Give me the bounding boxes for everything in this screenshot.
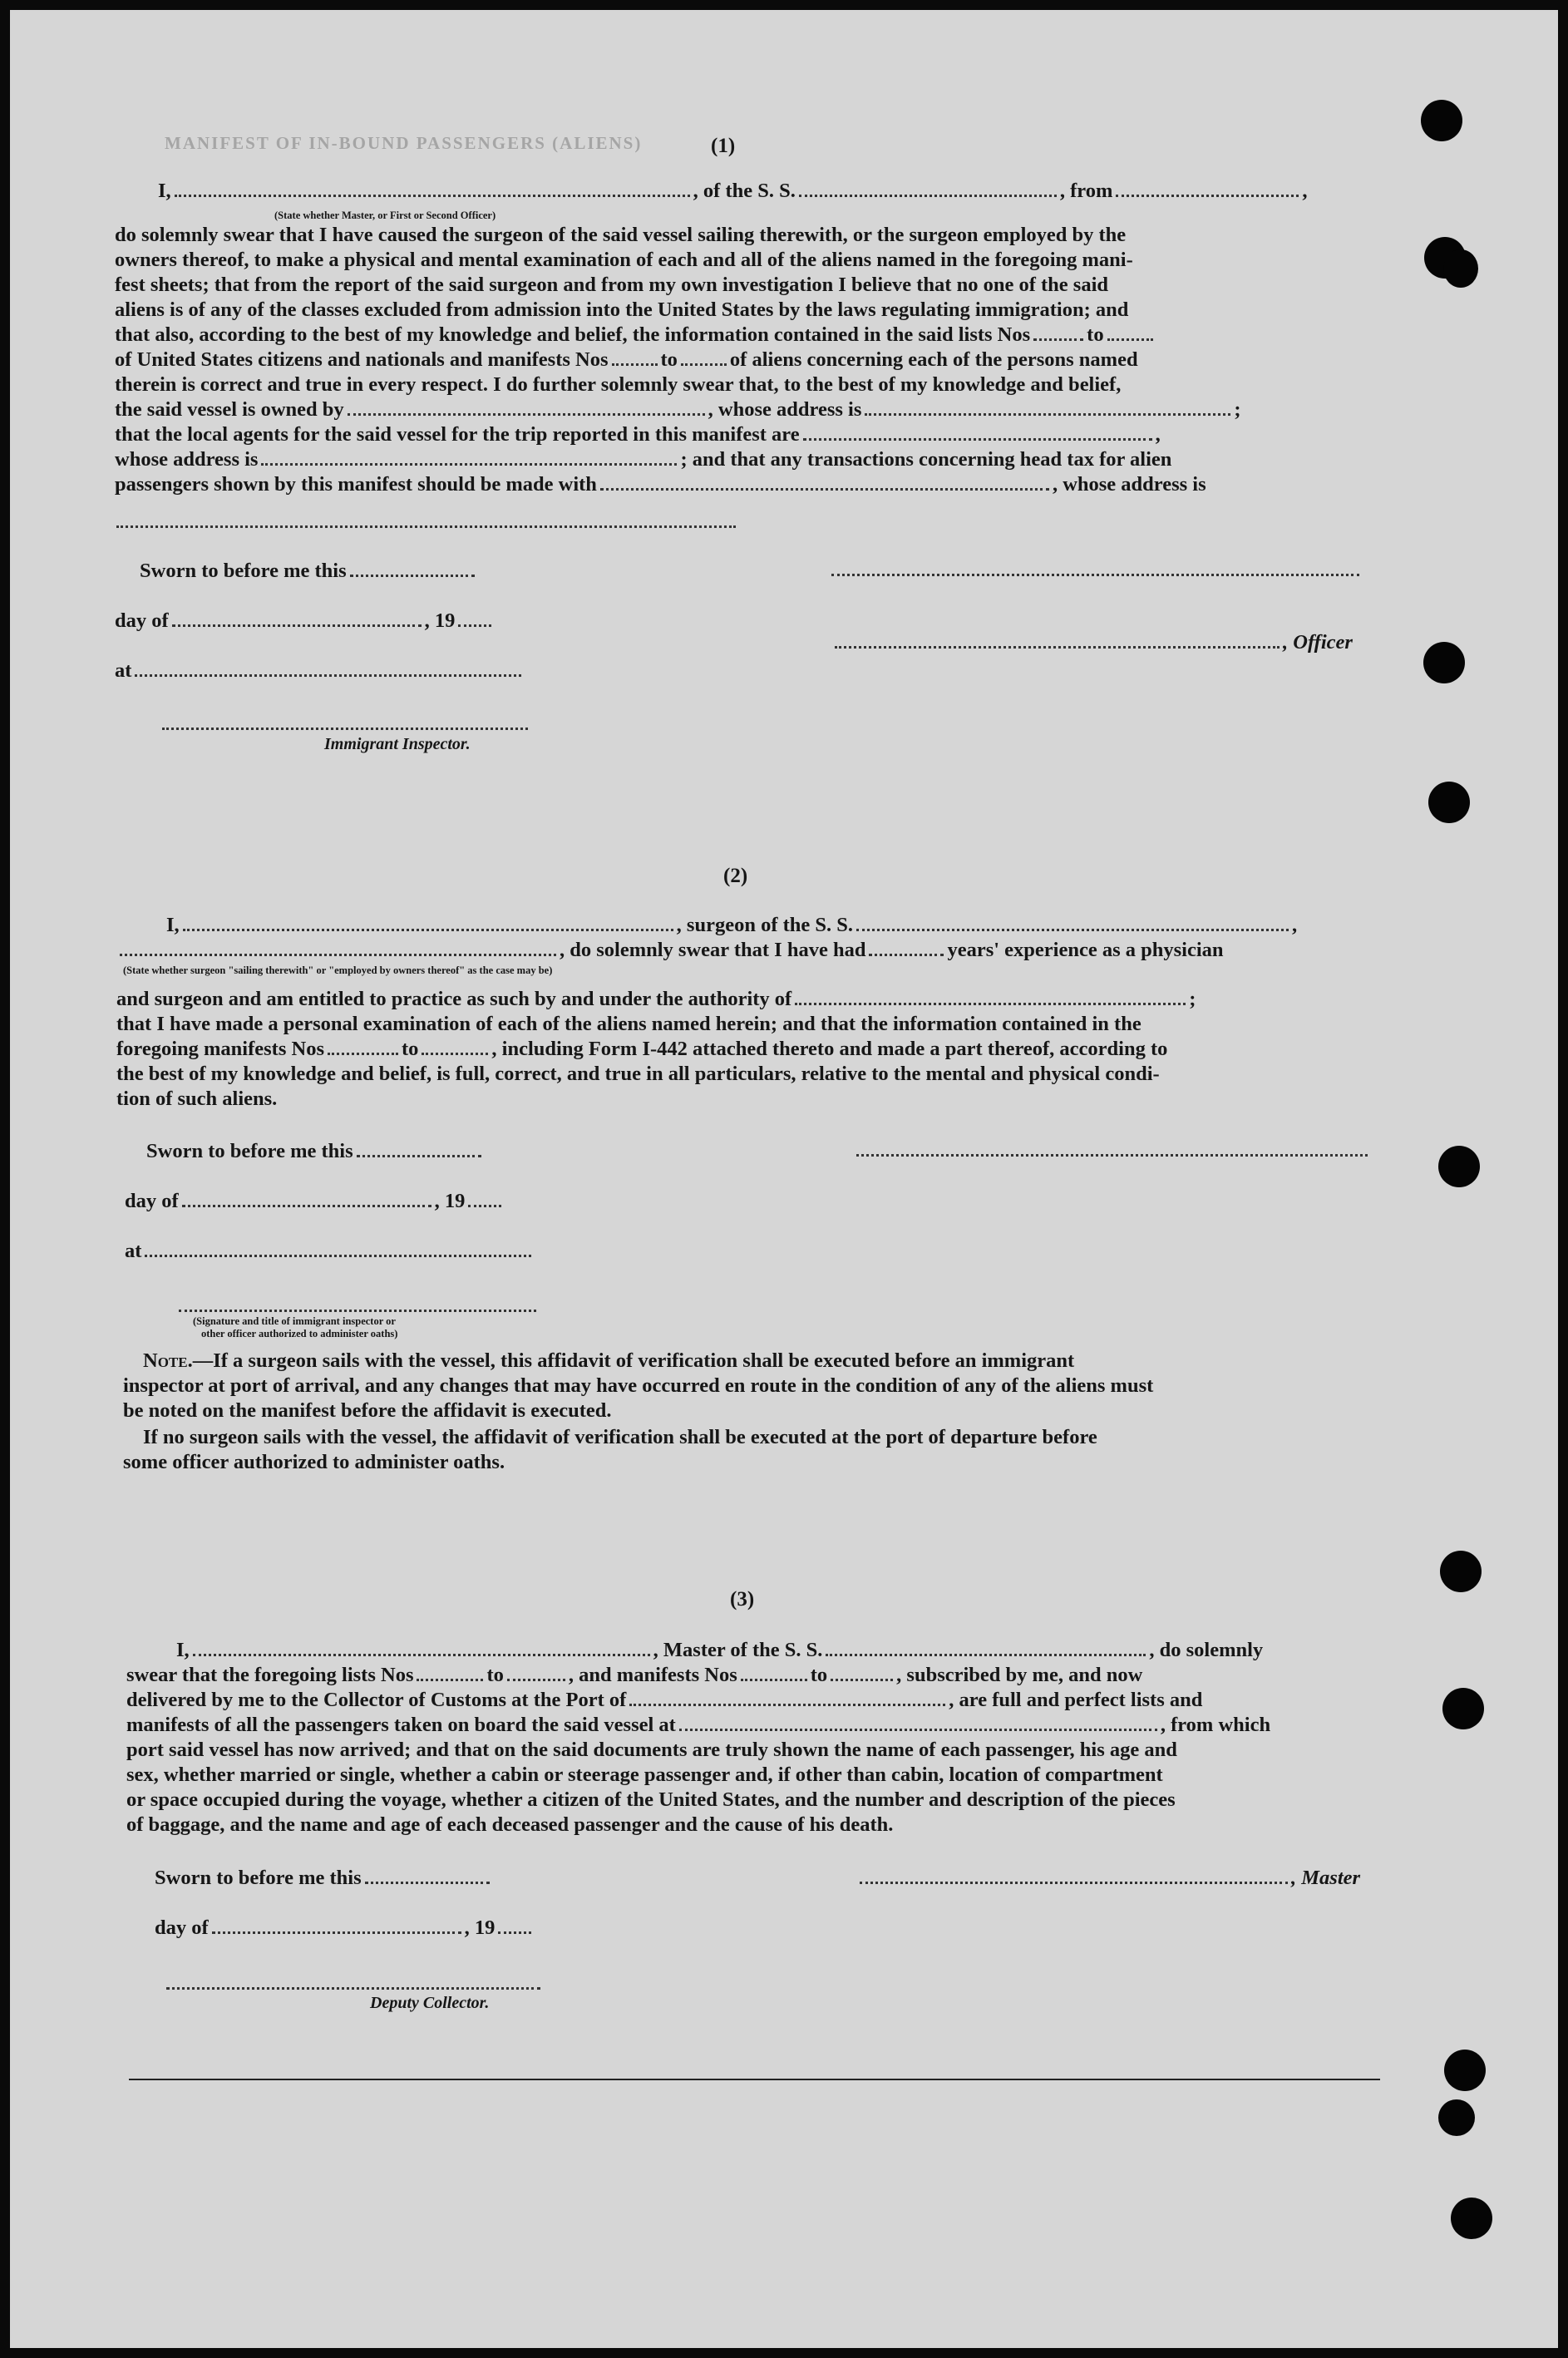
s3-day-of: day of , 19 xyxy=(155,1916,535,1941)
s3-line-1: I, , Master of the S. S. , do solemnly xyxy=(176,1639,1264,1661)
punch-hole xyxy=(1444,2050,1486,2091)
s1-at: at xyxy=(115,659,525,683)
s1-line-2: do solemnly swear that I have caused the surgeon of the said vessel sailing therewith, or the surgeon employed by the xyxy=(115,224,1127,246)
s1-line-4: fest sheets; that from the report of the said surgeon and from my own investigation I believe that no one of the said xyxy=(115,274,1108,296)
s1-line-11: whose address is ; and that any transactions concerning head tax for alien xyxy=(115,448,1172,471)
s2-day-of: day of , 19 xyxy=(125,1189,505,1214)
s2-line-7: tion of such aliens. xyxy=(116,1088,278,1110)
s1-officer-sign-line-top[interactable] xyxy=(831,574,1359,576)
s1-line-3: owners thereof, to make a physical and mental examination of each and all of the aliens named in the foregoing mani- xyxy=(115,249,1133,271)
s2-sign-line-right[interactable] xyxy=(856,1154,1368,1157)
vessel-name-field[interactable] xyxy=(799,194,1057,197)
s2-line-6: the best of my knowledge and belief, is full, correct, and true in all particulars, relative to the mental and physical condi- xyxy=(116,1063,1160,1085)
section-3-number: (3) xyxy=(730,1588,755,1611)
s2-note-2: inspector at port of arrival, and any changes that may have occurred en route in the condition of any of the aliens must xyxy=(123,1374,1154,1397)
s2-caption: (State whether surgeon "sailing therewith" or "employed by owners thereof" as the case may be) xyxy=(123,964,553,976)
s1-inspector-label: Immigrant Inspector. xyxy=(324,735,471,753)
s1-address-line[interactable] xyxy=(116,525,736,528)
punch-hole xyxy=(1421,100,1462,141)
s1-officer-line: , Officer xyxy=(831,630,1353,655)
s2-line-4: that I have made a personal examination of each of the aliens named herein; and that the information contained in the xyxy=(116,1013,1141,1035)
s3-line-5: port said vessel has now arrived; and that on the said documents are truly shown the name of each passenger, his age and xyxy=(126,1739,1177,1761)
s3-line-7: or space occupied during the voyage, whether a citizen of the United States, and the number and description of the pieces xyxy=(126,1788,1176,1811)
punch-hole xyxy=(1438,1146,1480,1187)
s3-deputy-label: Deputy Collector. xyxy=(370,1994,490,2012)
s3-line-2: swear that the foregoing lists Nos to , and manifests Nos to , subscribed by me, and now xyxy=(126,1664,1143,1686)
s3-line-6: sex, whether married or single, whether a cabin or steerage passenger and, if other than cabin, location of compartment xyxy=(126,1764,1163,1786)
s2-note-3: be noted on the manifest before the affidavit is executed. xyxy=(123,1399,612,1422)
s1-line-7: of United States citizens and nationals and manifests Nos to of aliens concerning each of the persons named xyxy=(115,348,1138,371)
s1-sworn: Sworn to before me this xyxy=(140,559,478,584)
port-field[interactable] xyxy=(629,1703,945,1706)
s1-line-8: therein is correct and true in every respect. I do further solemnly swear that, to the best of my knowledge and belief, xyxy=(115,373,1122,396)
s1-line-6: that also, according to the best of my knowledge and belief, the information contained in the said lists Nos to xyxy=(115,323,1156,348)
s3-sworn: Sworn to before me this xyxy=(155,1866,493,1891)
s2-sig-caption-1: (Signature and title of immigrant inspector or xyxy=(193,1315,396,1327)
punch-hole xyxy=(1428,782,1470,823)
s2-sig-caption-2: other officer authorized to administer oaths) xyxy=(201,1328,398,1339)
s1-line-12: passengers shown by this manifest should be made with , whose address is xyxy=(115,473,1206,496)
s1-line-5: aliens is of any of the classes excluded from admission into the United States by the laws regulating immigration; and xyxy=(115,298,1129,321)
s3-deputy-sign-line[interactable] xyxy=(166,1987,540,1990)
section-2-number: (2) xyxy=(723,865,748,887)
s1-line-9: the said vessel is owned by , whose address is ; xyxy=(115,398,1241,421)
s1-line-10: that the local agents for the said vessel for the trip reported in this manifest are , xyxy=(115,423,1161,446)
s3-line-3: delivered by me to the Collector of Customs at the Port of , are full and perfect lists and xyxy=(126,1689,1203,1711)
bleed-through-header: MANIFEST OF IN-BOUND PASSENGERS (ALIENS) xyxy=(165,133,643,153)
s1-inspector-sign-line[interactable] xyxy=(162,728,528,730)
s2-note-5: some officer authorized to administer oaths. xyxy=(123,1451,505,1473)
punch-hole xyxy=(1451,2198,1492,2239)
s2-note-1: Note.—If a surgeon sails with the vessel, this affidavit of verification shall be executed before an immigrant xyxy=(143,1349,1075,1372)
punch-hole xyxy=(1423,642,1465,683)
bottom-rule xyxy=(129,2079,1380,2080)
s1-caption: (State whether Master, or First or Second Officer) xyxy=(274,210,496,221)
s1-line-1: I, , of the S. S. , from , xyxy=(158,180,1308,202)
s2-note-4: If no surgeon sails with the vessel, the affidavit of verification shall be executed at the port of departure before xyxy=(143,1426,1097,1448)
section-1-number: (1) xyxy=(711,135,736,157)
punch-hole xyxy=(1442,1688,1484,1729)
s3-line-8: of baggage, and the name and age of each deceased passenger and the cause of his death. xyxy=(126,1813,894,1836)
s3-master-line: , Master xyxy=(856,1866,1360,1891)
s2-sworn: Sworn to before me this xyxy=(146,1139,485,1164)
s2-line-2: , do solemnly swear that I have had years' experience as a physician xyxy=(116,938,1224,963)
s2-line-5: foregoing manifests Nos to , including Form I-442 attached thereto and made a part thereof, according to xyxy=(116,1038,1168,1060)
master-signature-field[interactable] xyxy=(860,1881,1288,1884)
surgeon-vessel-field[interactable] xyxy=(856,928,1289,931)
master-vessel-field[interactable] xyxy=(826,1653,1146,1656)
from-port-field[interactable] xyxy=(1116,194,1299,197)
s3-line-4: manifests of all the passengers taken on board the said vessel at , from which xyxy=(126,1714,1271,1736)
s1-day-of: day of , 19 xyxy=(115,609,495,634)
s2-at: at xyxy=(125,1239,535,1264)
s2-line-3: and surgeon and am entitled to practice as such by and under the authority of ; xyxy=(116,988,1196,1010)
punch-hole xyxy=(1443,249,1478,288)
s2-inspector-sign-line[interactable] xyxy=(179,1310,536,1312)
s2-line-1: I, , surgeon of the S. S. , xyxy=(166,914,1298,936)
officer-signature-field[interactable] xyxy=(835,645,1280,649)
punch-hole xyxy=(1440,1551,1482,1592)
punch-hole xyxy=(1438,2099,1475,2136)
